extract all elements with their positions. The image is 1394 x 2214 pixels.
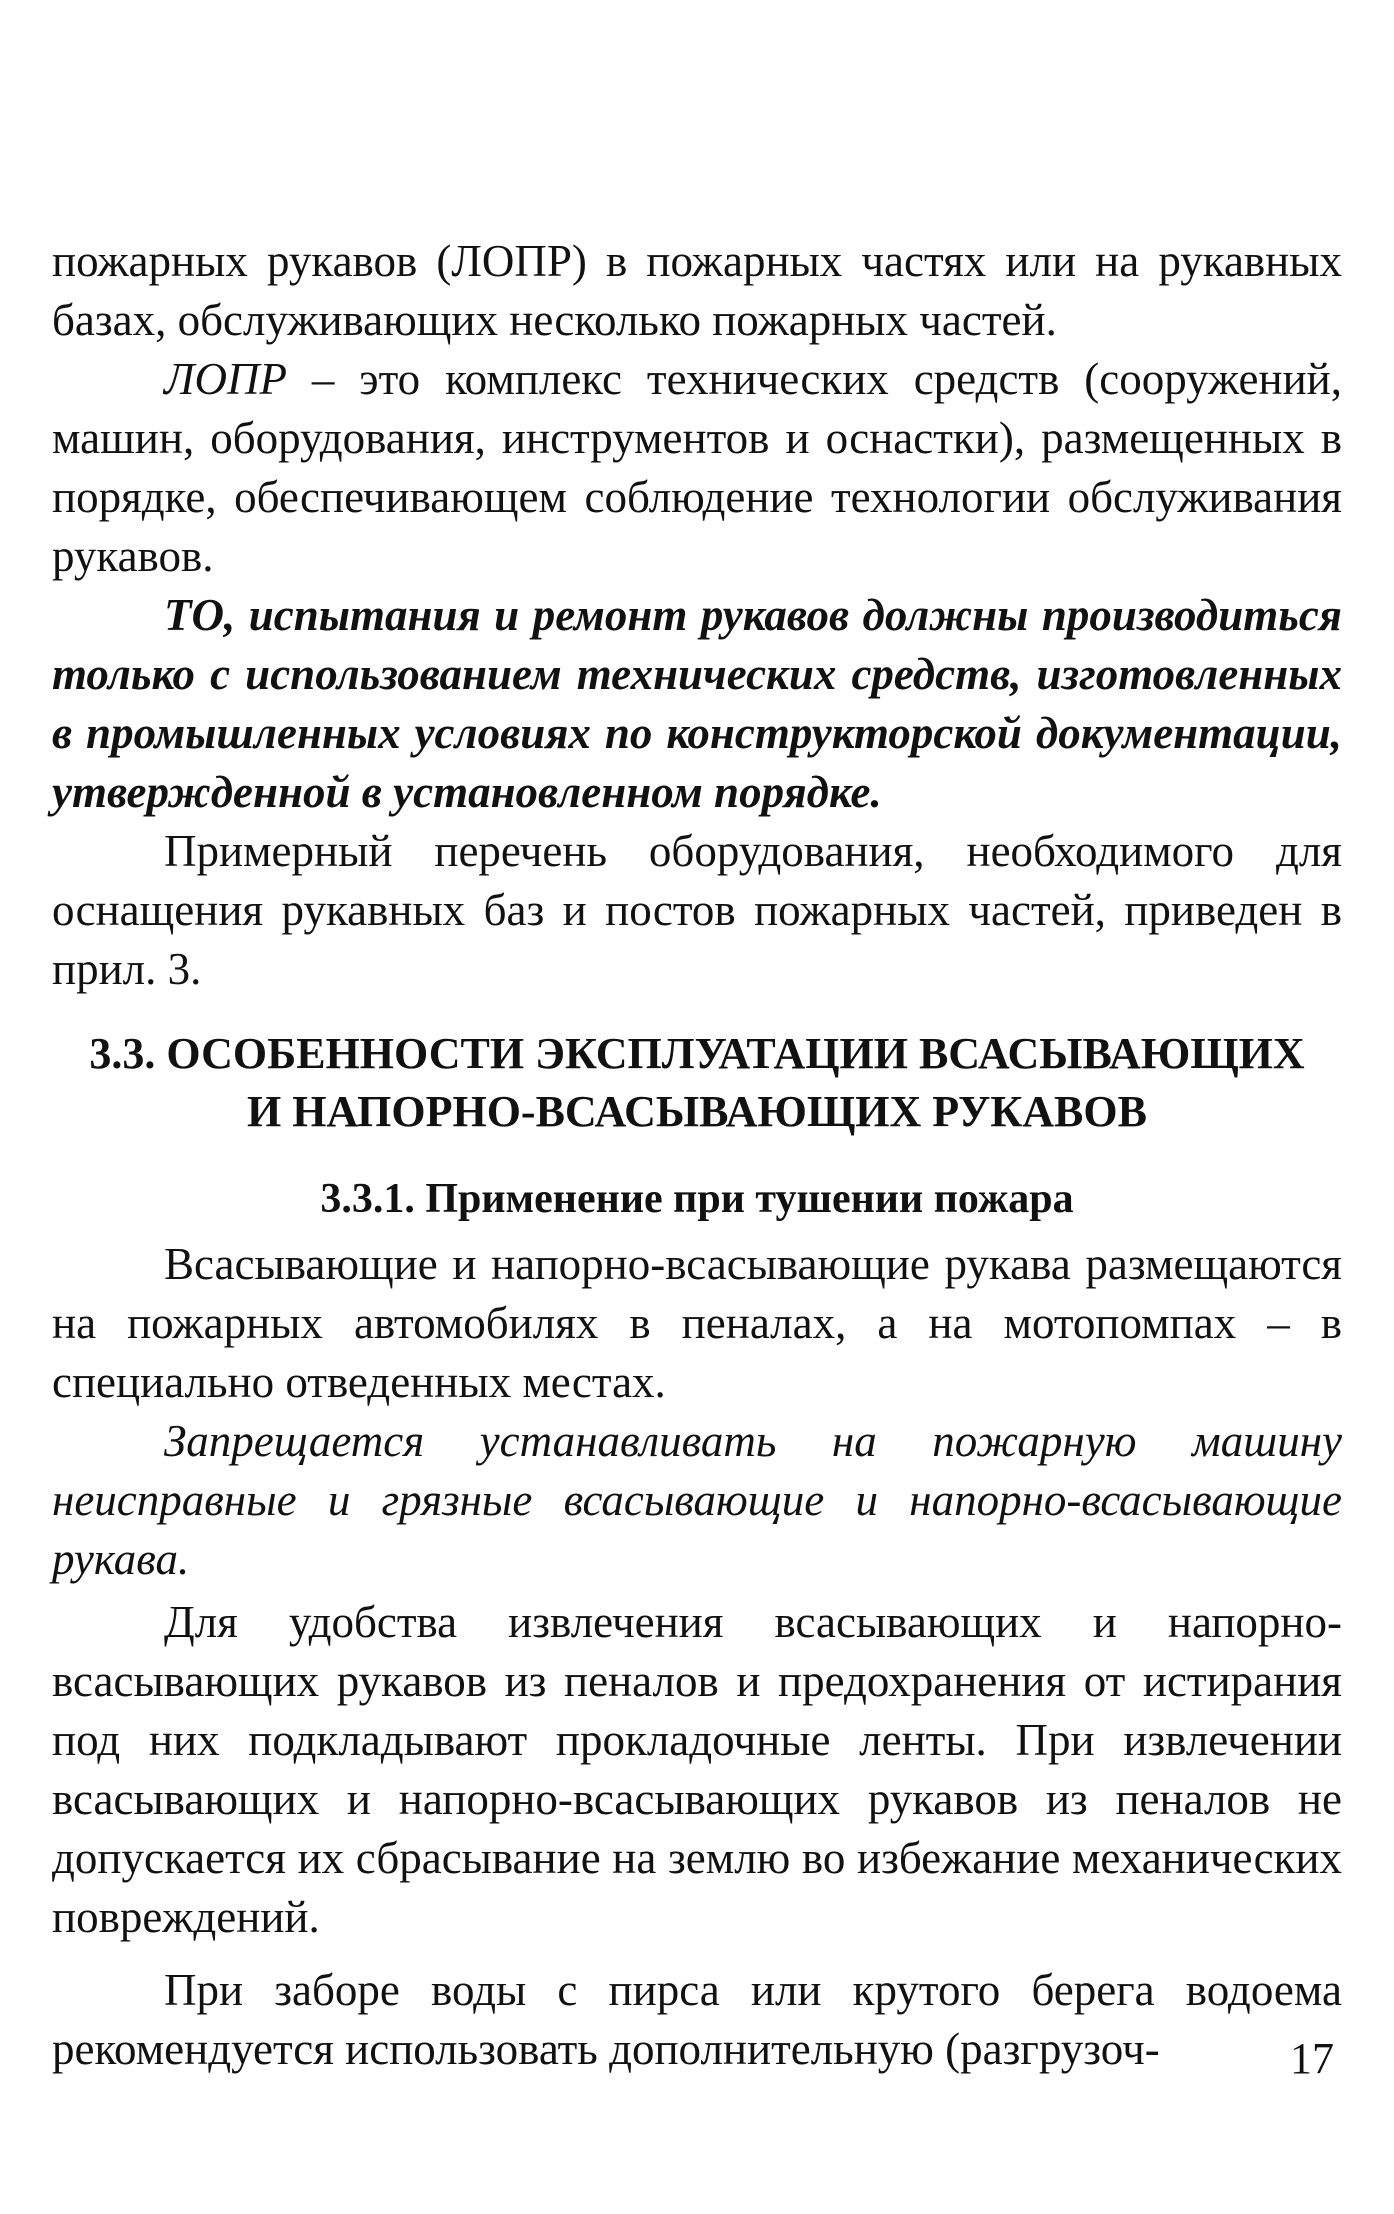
section-title-line-2: И НАПОРНО-ВСАСЫВАЮЩИХ РУКАВОВ — [247, 1087, 1147, 1136]
section-title — [52, 1025, 1342, 1141]
paragraph-2-text: – это комплекс технических средств (сооружений, машин, оборудования, инструментов и оснастки), размещенных в порядке, обеспечивающем соблюдение технологии обслуживания рукавов. — [52, 354, 1342, 581]
paragraph-5: Всасывающие и напорно-всасывающие рукава размещаются на пожарных автомобилях в пеналах, а на мотопомпах – в специально отведенных местах. — [52, 1239, 1342, 1407]
paragraph-7: Для удобства извлечения всасывающих и напорно-всасывающих рукавов из пеналов и предохранения от истирания под них подкладывают прокладочные ленты. При извлечении всасывающих и напорно-всасывающих рукавов из пеналов не допускается их сбрасывание на землю во избежание механических повреждений. — [52, 1597, 1342, 1942]
document-page — [52, 232, 1342, 2079]
paragraph-4: Примерный перечень оборудования, необходимого для оснащения рукавных баз и постов пожарных частей, приведен в прил. 3. — [52, 826, 1342, 994]
paragraph-2 — [52, 350, 1342, 586]
section-title-line-1: 3.3. ОСОБЕННОСТИ ЭКСПЛУАТАЦИИ ВСАСЫВАЮЩИХ — [89, 1029, 1305, 1078]
subsection-title: 3.3.1. Применение при тушении пожара — [320, 1176, 1074, 1222]
paragraph-8: При заборе воды с пирса или крутого берега водоема рекомендуется использовать дополнительную (разгрузоч- — [52, 1965, 1342, 2074]
page-number: 17 — [1290, 2034, 1334, 2083]
paragraph-3-requirement: ТО, испытания и ремонт рукавов должны производиться только с использованием технических средств, изготовленных в промышленных условиях по конструкторской документации, утвержденной в установленном порядке. — [52, 590, 1342, 817]
paragraph-6-prohibition: Запрещается устанавливать на пожарную машину неисправные и грязные всасывающие и напорно-всасывающие рукава. — [52, 1416, 1342, 1584]
term-lopr: ЛОПР — [164, 354, 287, 404]
paragraph-1: пожарных рукавов (ЛОПР) в пожарных частях или на рукавных базах, обслуживающих несколько пожарных частей. — [52, 236, 1342, 345]
